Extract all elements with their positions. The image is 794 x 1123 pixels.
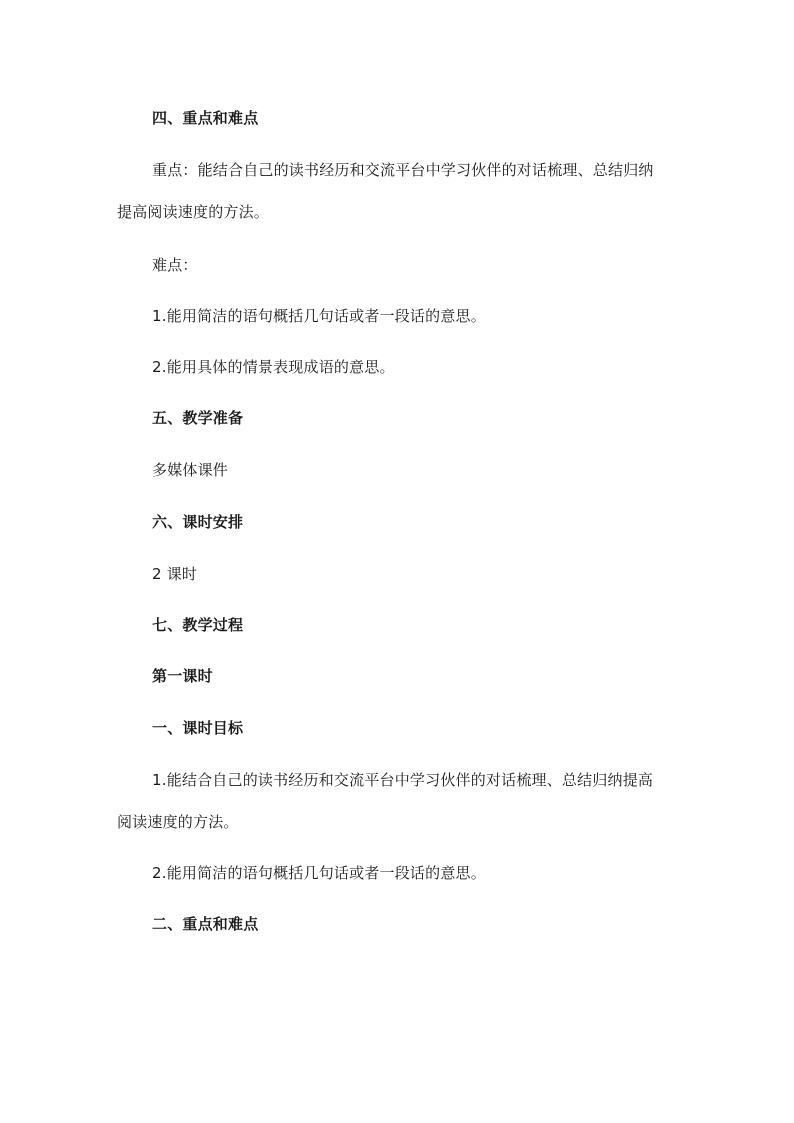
key-point-paragraph-line-1: 重点：能结合自己的读书经历和交流平台中学习伙伴的对话梳理、总结归纳 <box>152 161 654 179</box>
lesson-goal-1-line-1: 1.能结合自己的读书经历和交流平台中学习伙伴的对话梳理、总结归纳提高 <box>152 771 654 789</box>
difficulty-label: 难点： <box>152 256 198 274</box>
difficulty-item-2: 2.能用具体的情景表现成语的意思。 <box>152 358 395 376</box>
key-point-paragraph-line-2: 提高阅读速度的方法。 <box>117 203 270 221</box>
subheading-key-points: 二、重点和难点 <box>152 915 259 933</box>
section-heading-key-points: 四、重点和难点 <box>152 109 259 127</box>
schedule-body: 2 课时 <box>152 565 198 583</box>
lesson-goal-1-line-2: 阅读速度的方法。 <box>117 813 239 831</box>
section-heading-process: 七、教学过程 <box>152 616 244 634</box>
difficulty-item-1: 1.能用简洁的语句概括几句话或者一段话的意思。 <box>152 307 486 325</box>
lesson-heading-first: 第一课时 <box>152 667 213 685</box>
subheading-lesson-goals: 一、课时目标 <box>152 719 244 737</box>
section-heading-preparation: 五、教学准备 <box>152 409 244 427</box>
section-heading-schedule: 六、课时安排 <box>152 513 244 531</box>
lesson-goal-2: 2.能用简洁的语句概括几句话或者一段话的意思。 <box>152 864 486 882</box>
preparation-body: 多媒体课件 <box>152 461 229 479</box>
